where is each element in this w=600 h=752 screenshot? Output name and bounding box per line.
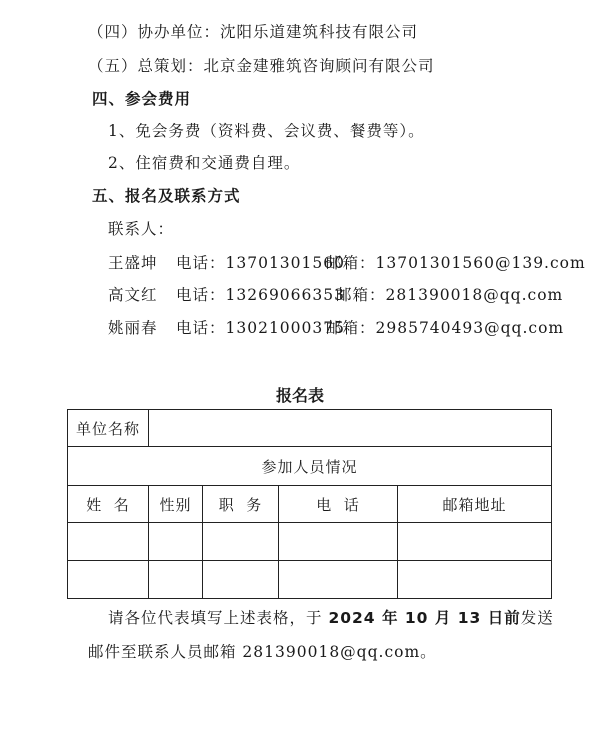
contact-email: 邮箱：281390018@qq.com xyxy=(336,286,564,304)
contact-phone: 电话：13269066353 xyxy=(176,286,345,304)
notice-post: 发送 xyxy=(520,609,554,627)
fee-item-1: 1、免会务费（资料费、会议费、餐费等）。 xyxy=(108,122,425,140)
notice-deadline: 2024 年 10 月 13 日前 xyxy=(328,609,521,627)
col-phone: 电 话 xyxy=(279,486,398,523)
cell-name[interactable] xyxy=(68,523,149,561)
section5-heading: 五、报名及联系方式 xyxy=(92,187,241,205)
contact-phone: 电话：13021000375 xyxy=(176,319,345,337)
col-email: 邮箱地址 xyxy=(398,486,552,523)
notice-pre: 请各位代表填写上述表格，于 xyxy=(108,609,329,627)
contact-name: 王盛坤 xyxy=(108,254,158,272)
registration-form xyxy=(67,409,552,599)
contact-name: 姚丽春 xyxy=(108,319,158,337)
cell-position[interactable] xyxy=(203,561,279,599)
cell-email[interactable] xyxy=(398,523,552,561)
contact-row xyxy=(108,253,586,273)
co-organizer-line: （四）协办单位：沈阳乐道建筑科技有限公司 xyxy=(88,23,419,41)
contact-phone: 电话：13701301560 xyxy=(176,254,345,272)
col-position: 职 务 xyxy=(203,486,279,523)
form-title: 报名表 xyxy=(275,386,324,405)
section4-heading: 四、参会费用 xyxy=(92,90,192,108)
contact-email: 邮箱：13701301560@139.com xyxy=(326,254,586,272)
cell-position[interactable] xyxy=(203,523,279,561)
unit-name-field[interactable] xyxy=(149,410,552,447)
contact-label: 联系人： xyxy=(108,220,175,238)
cell-phone[interactable] xyxy=(279,561,398,599)
cell-email[interactable] xyxy=(398,561,552,599)
table-row xyxy=(68,561,552,599)
contact-name: 高文红 xyxy=(108,286,158,304)
cell-phone[interactable] xyxy=(279,523,398,561)
planner-line: （五）总策划：北京金建雅筑咨询顾问有限公司 xyxy=(88,57,435,75)
notice-line-2: 邮件至联系人员邮箱 281390018@qq.com。 xyxy=(88,643,437,661)
contact-email: 邮箱：2985740493@qq.com xyxy=(326,319,565,337)
col-name: 姓 名 xyxy=(68,486,149,523)
attendee-header: 参加人员情况 xyxy=(68,447,552,486)
col-gender: 性别 xyxy=(149,486,203,523)
unit-name-label: 单位名称 xyxy=(68,410,149,447)
cell-gender[interactable] xyxy=(149,523,203,561)
table-row xyxy=(68,523,552,561)
contact-row xyxy=(108,285,563,305)
cell-name[interactable] xyxy=(68,561,149,599)
cell-gender[interactable] xyxy=(149,561,203,599)
fee-item-2: 2、住宿费和交通费自理。 xyxy=(108,154,301,172)
notice-line-1 xyxy=(108,606,554,628)
contact-row xyxy=(108,318,564,338)
